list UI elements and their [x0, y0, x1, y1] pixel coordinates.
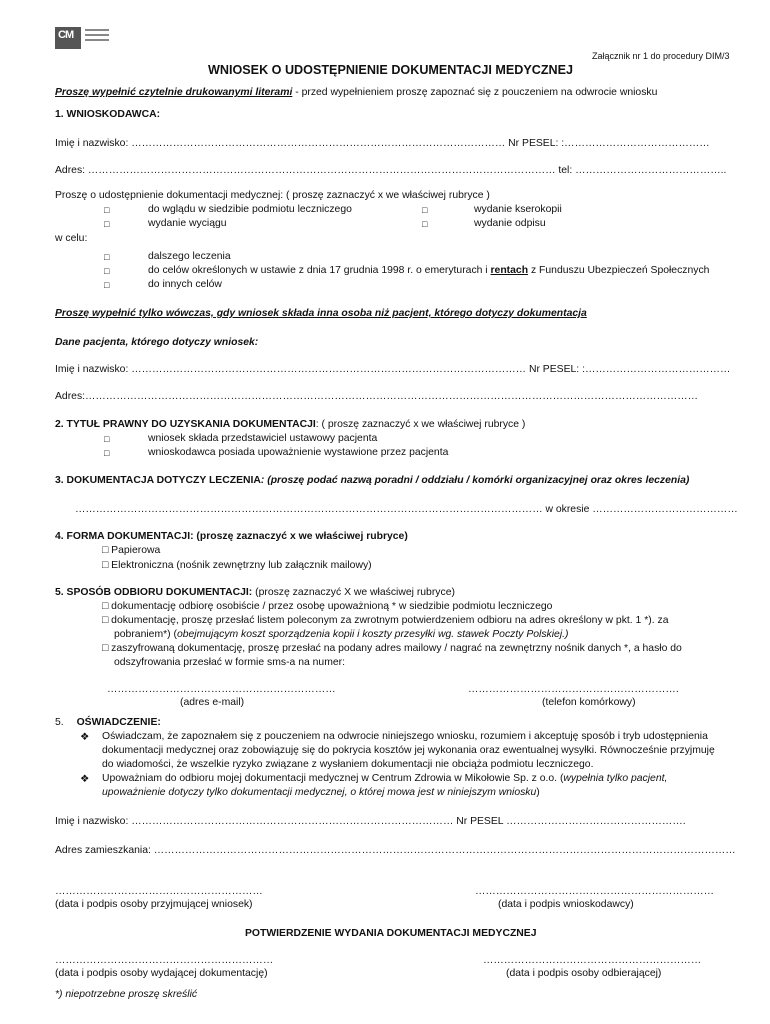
- purpose-pension-text-2: rentach: [490, 265, 529, 276]
- section-2-heading: [55, 419, 525, 430]
- instructions-bold: Proszę wypełnić czytelnie drukowanymi literami: [55, 87, 293, 98]
- option-extract: wydanie wyciągu: [148, 218, 227, 229]
- checkbox-paper[interactable]: □ Papierowa: [102, 545, 161, 556]
- statement-p2-italic: wypełnia tylko pacjent,: [563, 773, 668, 784]
- applicant-name-pesel-field[interactable]: Imię i nazwisko: ……………………………………………………………………………………………… Nr PESEL: :……………………………………: [55, 138, 710, 149]
- email-field[interactable]: …………………………………………………………: [107, 684, 336, 695]
- issuer-signature-field[interactable]: ………………………………………………………: [55, 955, 274, 966]
- checkbox-view-onsite[interactable]: □: [104, 205, 110, 215]
- section-4-heading: 4. FORMA DOKUMENTACJI: (proszę zaznaczyć x we właściwej rubryce): [55, 531, 408, 542]
- statement-p2-italic-2: upoważnienie dotyczy tylko dokumentacji medycznej, o której mowa jest w niniejszym wniosku: [102, 787, 537, 798]
- statement-p1-line2: dokumentacji medycznej oraz zobowiązuję się do pokrycia kosztów jej wykonania oraz ewentualnej wysyłki. Równocześnie przyjmuję: [102, 745, 715, 756]
- checkbox-extract[interactable]: □: [104, 219, 110, 229]
- checkbox-electronic[interactable]: □ Elektroniczna (nośnik zewnętrzny lub załącznik mailowy): [102, 560, 372, 571]
- statement-p1-line3: do wiadomości, że wszelkie ryzyko związane z wysłaniem dokumentacji nie obciąża podmiotu leczniczego.: [102, 759, 594, 770]
- applicant-address-phone-field[interactable]: Adres: ……………………………………………………………………………………………………………………… tel: ……………………………………..: [55, 165, 727, 176]
- logo-mark: CM: [55, 27, 81, 49]
- bullet-icon: ❖: [80, 732, 90, 743]
- phone-label: (telefon komórkowy): [542, 697, 636, 708]
- checkbox-legal-representative[interactable]: □: [104, 434, 110, 444]
- statement-p2-line2: [102, 787, 540, 798]
- purpose-further-treatment: dalszego leczenia: [148, 251, 231, 262]
- receiver-signature-field[interactable]: ……………………………………………………: [55, 886, 263, 897]
- applicant-signature-field[interactable]: ……………………………………………………………: [475, 886, 714, 897]
- option-view-onsite: do wglądu w siedzibie podmiotu leczniczego: [148, 204, 352, 215]
- authorized-name-pesel-field[interactable]: Imię i nazwisko: ………………………………………………………………………………… Nr PESEL …………………………………………….: [55, 816, 686, 827]
- section-5-instruction: (proszę zaznaczyć X we właściwej rubryce): [252, 587, 455, 598]
- statement-p1-line1: Oświadczam, że zapoznałem się z pouczeniem na odwrocie niniejszego wniosku, rozumiem i akceptuję sposób i tryb udostępnienia: [102, 731, 708, 742]
- statement-p2-line1: [102, 773, 667, 784]
- purpose-pension: [148, 265, 709, 276]
- section-5-heading: [55, 587, 455, 598]
- document-title: WNIOSEK O UDOSTĘPNIENIE DOKUMENTACJI MEDYCZNEJ: [208, 63, 574, 77]
- checkbox-authorization[interactable]: □: [104, 448, 110, 458]
- logo: [55, 27, 109, 49]
- footnote: *) niepotrzebne proszę skreślić: [55, 989, 198, 1000]
- statement-heading: [55, 717, 161, 728]
- section-5-title: 5. SPOSÓB ODBIORU DOKUMENTACJI:: [55, 587, 253, 598]
- attachment-note: Załącznik nr 1 do procedury DIM/3: [592, 51, 730, 61]
- applicant-signature-label: (data i podpis wnioskodawcy): [498, 899, 634, 910]
- purpose-pension-text-1: do celów określonych w ustawie z dnia 17 grudnia 1998 r. o emeryturach i: [148, 265, 488, 276]
- issuer-signature-label: (data i podpis osoby wydającej dokumentację): [55, 968, 268, 979]
- checkbox-photocopy[interactable]: □: [422, 205, 428, 215]
- patient-name-pesel-field[interactable]: Imię i nazwisko: …………………………………………………………………………………………………… Nr PESEL: :……………………………………: [55, 364, 731, 375]
- statement-title: OŚWIADCZENIE:: [76, 717, 161, 728]
- purpose-pension-text-3: z Funduszu Ubezpieczeń Społecznych: [530, 265, 710, 276]
- checkbox-copy[interactable]: □: [422, 219, 428, 229]
- section-2-title: 2. TYTUŁ PRAWNY DO UZYSKANIA DOKUMENTACJI: [55, 419, 316, 430]
- confirmation-heading: POTWIERDZENIE WYDANIA DOKUMENTACJI MEDYCZNEJ: [245, 928, 537, 939]
- logo-text-lines: [85, 29, 109, 44]
- section-2-instruction: : ( proszę zaznaczyć x we właściwej rubryce ): [315, 419, 526, 430]
- statement-p2-text: Upoważniam do odbioru mojej dokumentacji medycznej w Centrum Zdrowia w Mikołowie Sp. z o.o. (: [102, 773, 564, 784]
- recipient-signature-label: (data i podpis osoby odbierającej): [506, 968, 662, 979]
- patient-address-field[interactable]: Adres:……………………………………………………………………………………………………………………………………………………………: [55, 391, 699, 402]
- checkbox-pension-purposes[interactable]: □: [104, 266, 110, 276]
- request-text: Proszę o udostępnienie dokumentacji medycznej: ( proszę zaznaczyć x we właściwej rubryce ): [55, 190, 490, 201]
- checkbox-encrypted[interactable]: □ zaszyfrowaną dokumentację, proszę przesłać na podany adres mailowy / nagrać na zewnętrzny nośnik danych *, a hasło do: [102, 643, 682, 654]
- receiver-signature-label: (data i podpis osoby przyjmującej wniosek): [55, 899, 253, 910]
- cod-text: pobraniem*) (: [114, 629, 177, 640]
- cod-cost-note: obejmującym koszt sporządzenia kopii i koszty przesyłki wg. stawek Poczty Polskiej.): [176, 629, 569, 640]
- checkbox-pickup-in-person[interactable]: □ dokumentację odbiorę osobiście / przez osobę upoważnioną * w siedzibie podmiotu leczniczego: [102, 601, 553, 612]
- instructions: [55, 87, 657, 98]
- option-authorization: wnioskodawca posiada upoważnienie wystawione przez pacjenta: [148, 447, 449, 458]
- bullet-icon: ❖: [80, 774, 90, 785]
- section-1-heading: 1. WNIOSKODAWCA:: [55, 109, 161, 120]
- section-3-title: 3. DOKUMENTACJA DOTYCZY LECZENIA: [55, 475, 261, 486]
- statement-p2-close: ): [536, 787, 540, 798]
- purpose-other: do innych celów: [148, 279, 222, 290]
- statement-number: 5.: [55, 717, 64, 728]
- patient-heading: Dane pacjenta, którego dotyczy wniosek:: [55, 337, 259, 348]
- checkbox-further-treatment[interactable]: □: [104, 252, 110, 262]
- option-photocopy: wydanie kserokopii: [474, 204, 562, 215]
- checkbox-registered-mail[interactable]: □ dokumentację, proszę przesłać listem poleconym za zwrotnym potwierdzeniem odbioru na adres określony w pkt. 1 *). za: [102, 615, 669, 626]
- encrypted-note: odszyfrowania przesłać w formie sms-a na numer:: [114, 657, 345, 668]
- email-label: (adres e-mail): [180, 697, 245, 708]
- option-legal-representative: wniosek składa przedstawiciel ustawowy pacjenta: [148, 433, 378, 444]
- section-3-instruction: : (proszę podać nazwą poradni / oddziału / komórki organizacyjnej oraz okres leczenia): [260, 475, 690, 486]
- registered-mail-cod-note: [114, 629, 568, 640]
- instructions-rest: - przed wypełnieniem proszę zapoznać się z pouczeniem na odwrocie wniosku: [295, 87, 658, 98]
- authorized-address-field[interactable]: Adres zamieszkania: ……………………………………………………………………………………………………………………………………………………: [55, 845, 736, 856]
- patient-note: Proszę wypełnić tylko wówczas, gdy wniosek składa inna osoba niż pacjent, którego dotyczy dokumentacja: [55, 308, 587, 319]
- purpose-label: w celu:: [55, 233, 88, 244]
- mobile-phone-field[interactable]: …………………………………………………….: [468, 684, 679, 695]
- recipient-signature-field[interactable]: ………………………………………………………: [483, 955, 702, 966]
- treatment-unit-period-field[interactable]: ……………………………………………………………………………………………………………………… w okresie ……………………………………: [75, 504, 738, 515]
- section-3-heading: [55, 475, 689, 486]
- checkbox-other-purposes[interactable]: □: [104, 280, 110, 290]
- option-copy: wydanie odpisu: [474, 218, 546, 229]
